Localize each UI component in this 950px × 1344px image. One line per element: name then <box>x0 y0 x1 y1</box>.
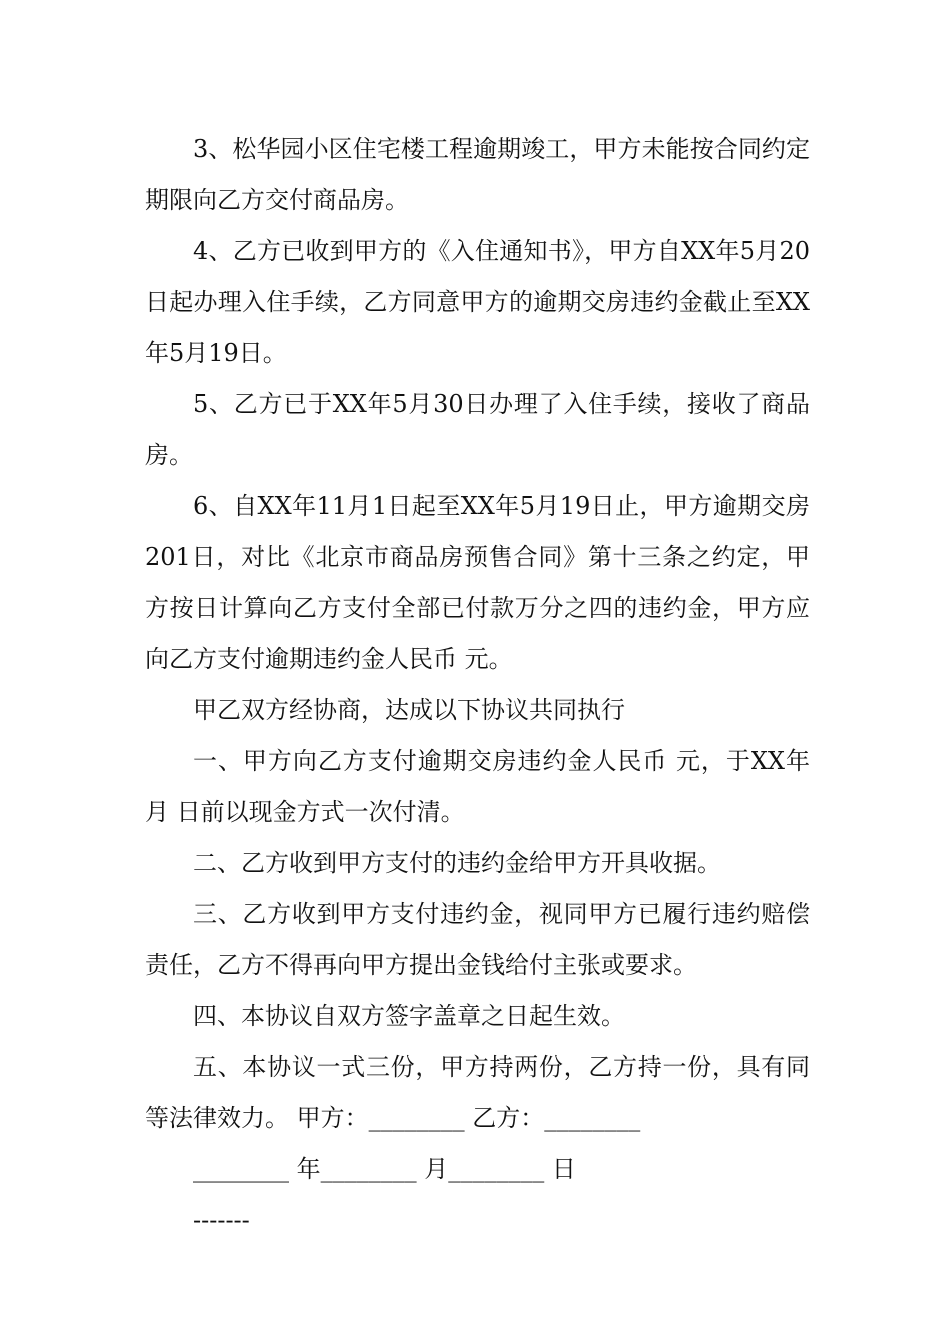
paragraph-article-3: 三、乙方收到甲方支付违约金，视同甲方已履行违约赔偿责任，乙方不得再向甲方提出金钱给付主张或要求。 <box>145 900 810 979</box>
paragraph-clause-3: 3、松华园小区住宅楼工程逾期竣工，甲方未能按合同约定期限向乙方交付商品房。 <box>145 135 810 214</box>
signature-date-line: ________ 年________ 月________ 日 <box>193 1155 576 1183</box>
document-body <box>145 124 818 1246</box>
paragraph-article-1: 一、甲方向乙方支付逾期交房违约金人民币 元，于XX年 月 日前以现金方式一次付清。 <box>145 747 818 826</box>
paragraph-clause-6: 6、自XX年11月1日起至XX年5月19日止，甲方逾期交房201日，对比《北京市商品房预售合同》第十三条之约定，甲方按日计算向乙方支付全部已付款万分之四的违约金，甲方应向乙方支付逾期违约金人民币 元。 <box>145 492 810 673</box>
paragraph-clause-5: 5、乙方已于XX年5月30日办理了入住手续，接收了商品房。 <box>145 390 810 469</box>
paragraph-clause-4: 4、乙方已收到甲方的《入住通知书》，甲方自XX年5月20日起办理入住手续，乙方同意甲方的逾期交房违约金截止至XX年5月19日。 <box>145 237 810 367</box>
paragraph-article-4: 四、本协议自双方签字盖章之日起生效。 <box>193 1002 625 1030</box>
paragraph-agreement-intro: 甲乙双方经协商，达成以下协议共同执行 <box>193 696 625 724</box>
paragraph-article-5: 五、本协议一式三份，甲方持两份，乙方持一份，具有同等法律效力。 甲方：________ 乙方：________ <box>145 1053 810 1132</box>
paragraph-article-2: 二、乙方收到甲方支付的违约金给甲方开具收据。 <box>193 849 721 877</box>
dash-separator: ------- <box>193 1206 250 1234</box>
